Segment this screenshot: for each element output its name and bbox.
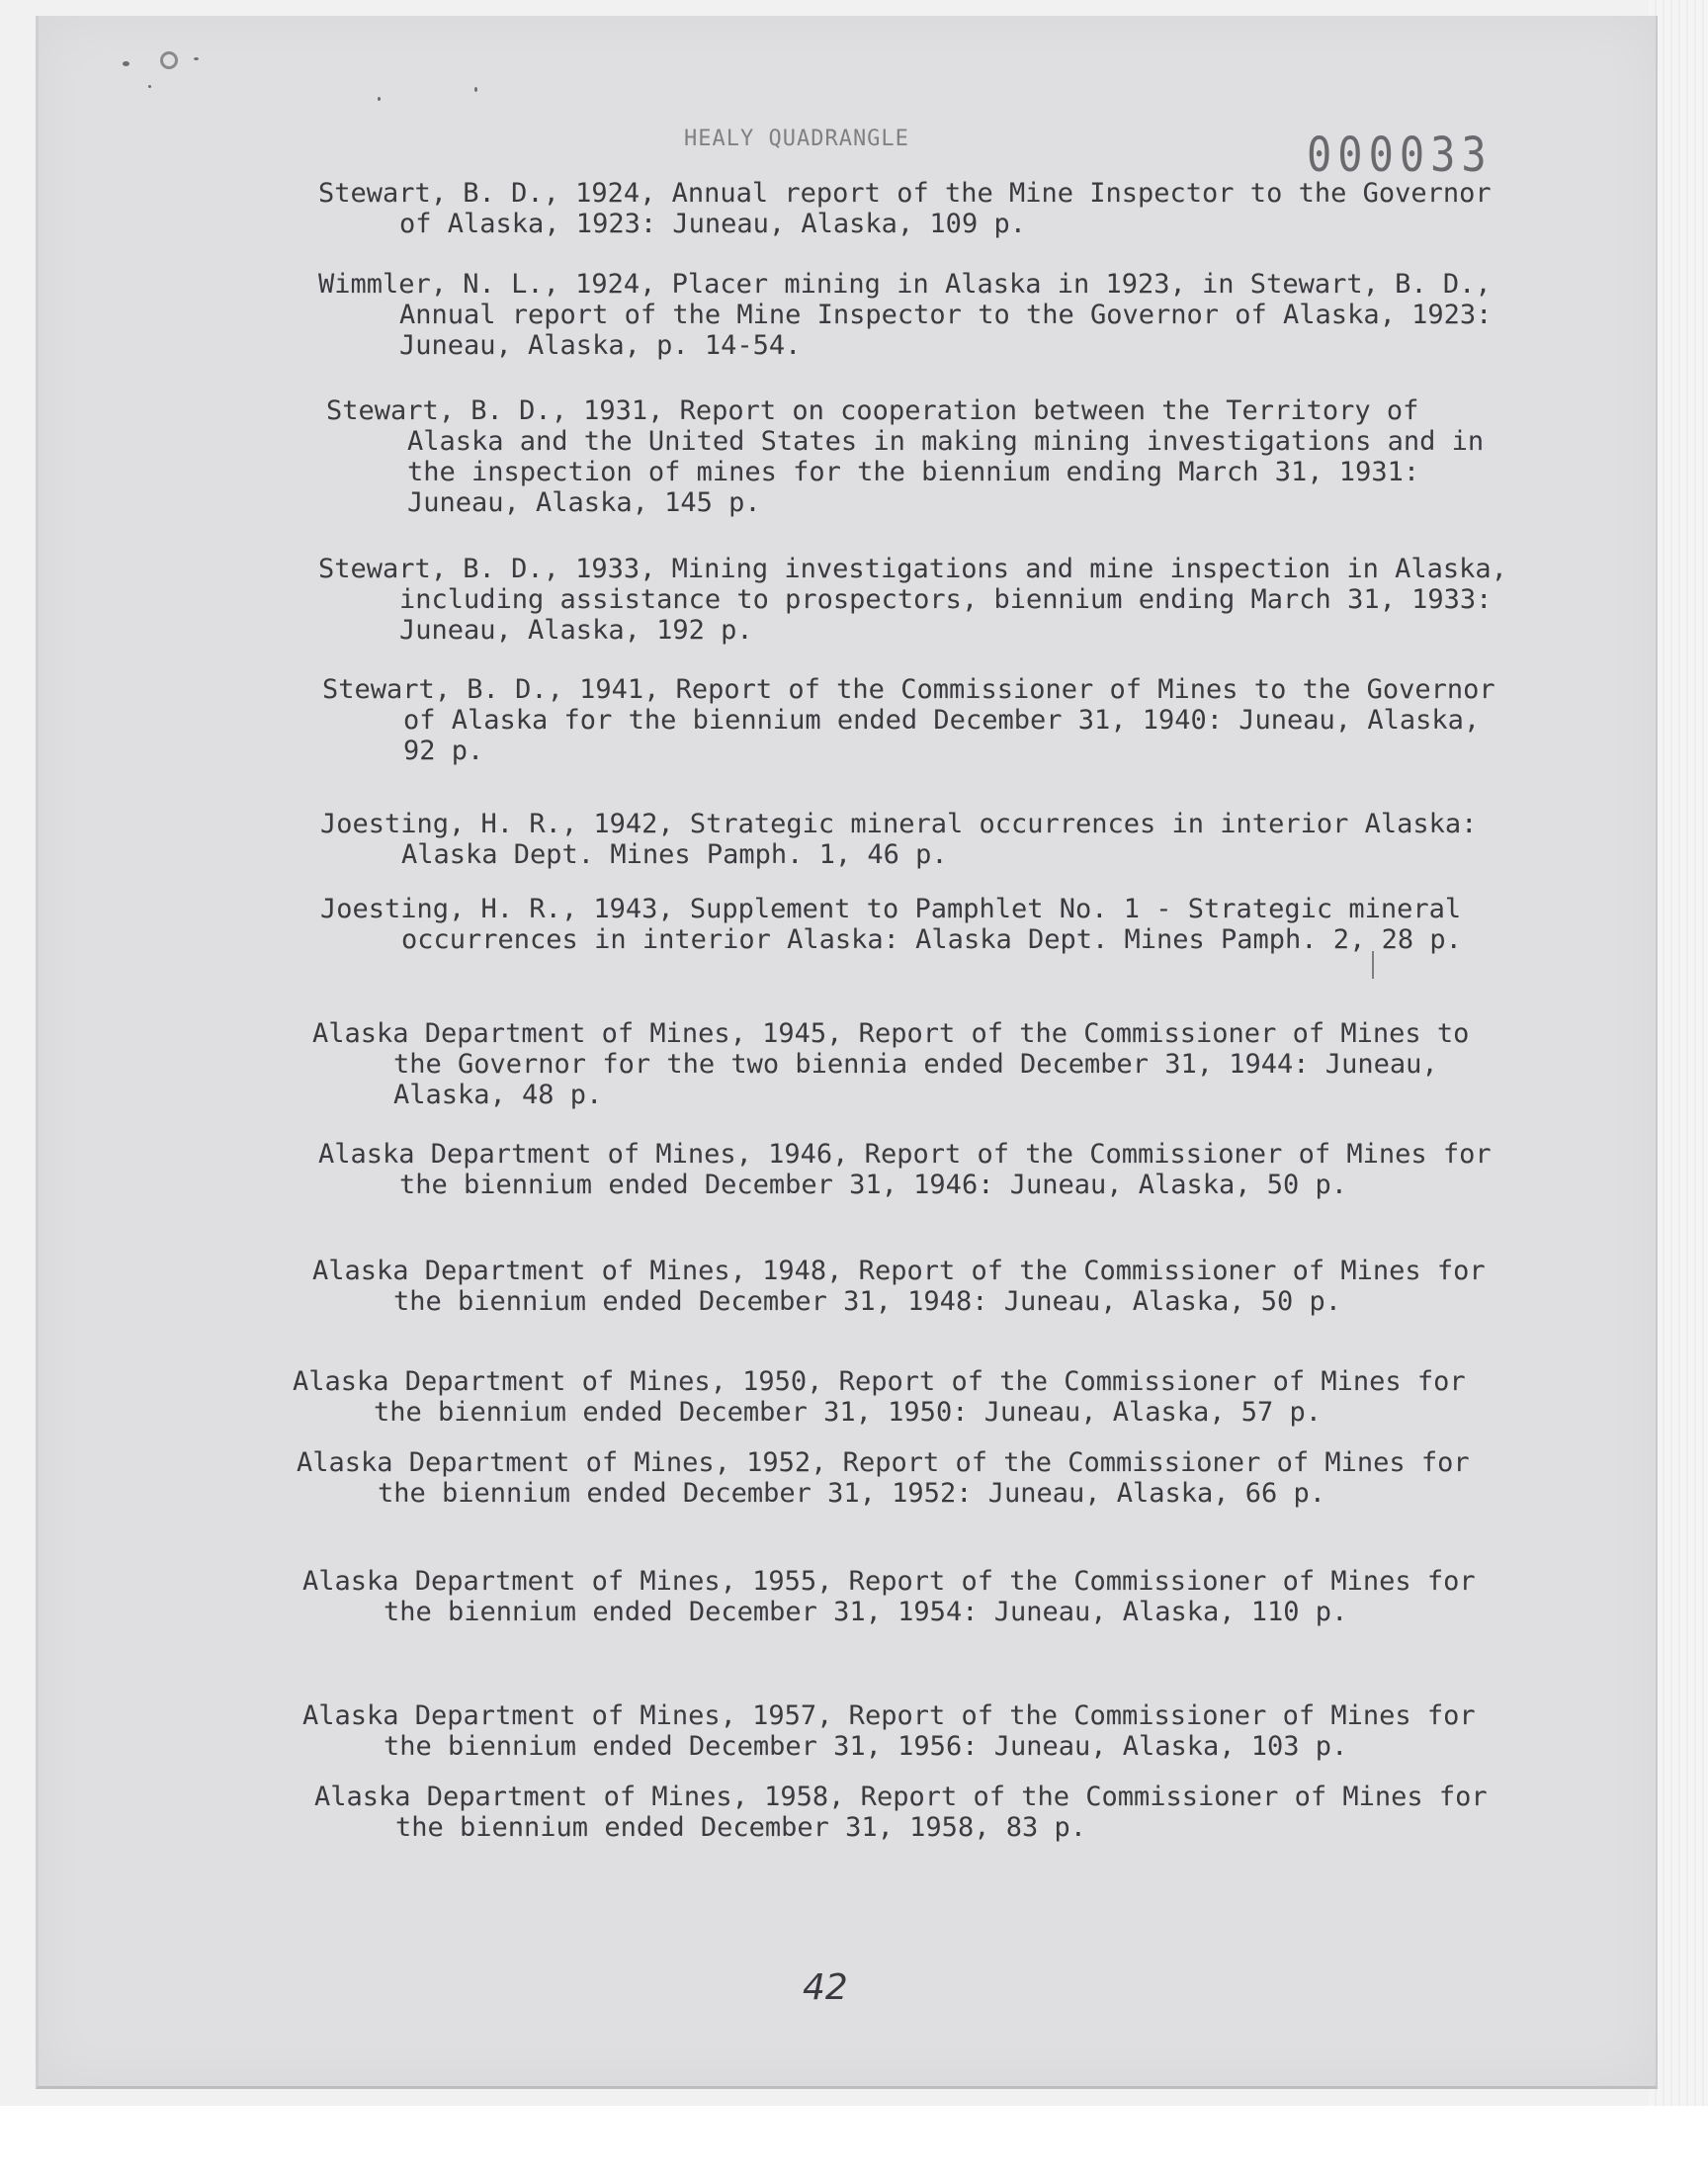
scanner-edge [1649, 0, 1708, 2106]
reference-entry: Alaska Department of Mines, 1946, Report of the Commissioner of Mines for the biennium ended December 31, 1946: Juneau, Alaska, 50 p. [318, 1139, 1492, 1200]
scan-ring-mark [160, 51, 178, 69]
reference-entry: Stewart, B. D., 1933, Mining investigations and mine inspection in Alaska, including assistance to prospectors, biennium ending March 31, 1933: Juneau, Alaska, 192 p. [318, 554, 1507, 646]
reference-entry: Joesting, H. R., 1943, Supplement to Pamphlet No. 1 - Strategic mineral occurrences in interior Alaska: Alaska Dept. Mines Pamph. 2, 28 p. [320, 894, 1462, 955]
reference-entry: Alaska Department of Mines, 1957, Report of the Commissioner of Mines for the biennium ended December 31, 1956: Juneau, Alaska, 103 p. [302, 1700, 1476, 1762]
reference-entry: Stewart, B. D., 1924, Annual report of the Mine Inspector to the Governor of Alaska, 1923: Juneau, Alaska, 109 p. [318, 178, 1492, 239]
margin-tick-mark [1372, 951, 1374, 979]
reference-entry: Alaska Department of Mines, 1945, Report of the Commissioner of Mines to the Governor for the two biennia ended December 31, 1944: Juneau, Alaska, 48 p. [312, 1018, 1470, 1110]
reference-entry: Alaska Department of Mines, 1948, Report of the Commissioner of Mines for the biennium ended December 31, 1948: Juneau, Alaska, 50 p. [312, 1256, 1486, 1317]
reference-entry: Alaska Department of Mines, 1952, Report of the Commissioner of Mines for the biennium ended December 31, 1952: Juneau, Alaska, 66 p. [297, 1447, 1470, 1509]
page-header-title: HEALY QUADRANGLE [684, 127, 909, 151]
reference-entry: Stewart, B. D., 1931, Report on cooperation between the Territory of Alaska and the United States in making mining investigations and in the inspection of mines for the biennium ending March 31, 1931: Juneau, Alaska, 145 p. [326, 395, 1485, 518]
reference-entry: Joesting, H. R., 1942, Strategic mineral occurrences in interior Alaska: Alaska Dept. Mines Pamph. 1, 46 p. [320, 809, 1478, 870]
reference-entry: Alaska Department of Mines, 1950, Report of the Commissioner of Mines for the biennium ended December 31, 1950: Juneau, Alaska, 57 p. [293, 1366, 1466, 1428]
scan-speck [123, 61, 129, 66]
reference-entry: Alaska Department of Mines, 1958, Report of the Commissioner of Mines for the biennium ended December 31, 1958, 83 p. [314, 1782, 1488, 1843]
scan-speck [378, 97, 381, 101]
scan-speck [474, 87, 477, 92]
reference-entry: Alaska Department of Mines, 1955, Report of the Commissioner of Mines for the biennium ended December 31, 1954: Juneau, Alaska, 110 p. [302, 1566, 1476, 1627]
page-stamp-number: 000033 [1307, 127, 1493, 183]
page-number: 42 [803, 1967, 848, 2008]
scan-speck [194, 57, 199, 60]
reference-entry: Wimmler, N. L., 1924, Placer mining in Alaska in 1923, in Stewart, B. D., Annual report of the Mine Inspector to the Governor of Alaska, 1923: Juneau, Alaska, p. 14-54. [318, 269, 1493, 361]
reference-entry: Stewart, B. D., 1941, Report of the Commissioner of Mines to the Governor of Alaska for the biennium ended December 31, 1940: Juneau, Alaska, 92 p. [322, 674, 1495, 766]
scan-speck [148, 85, 151, 88]
